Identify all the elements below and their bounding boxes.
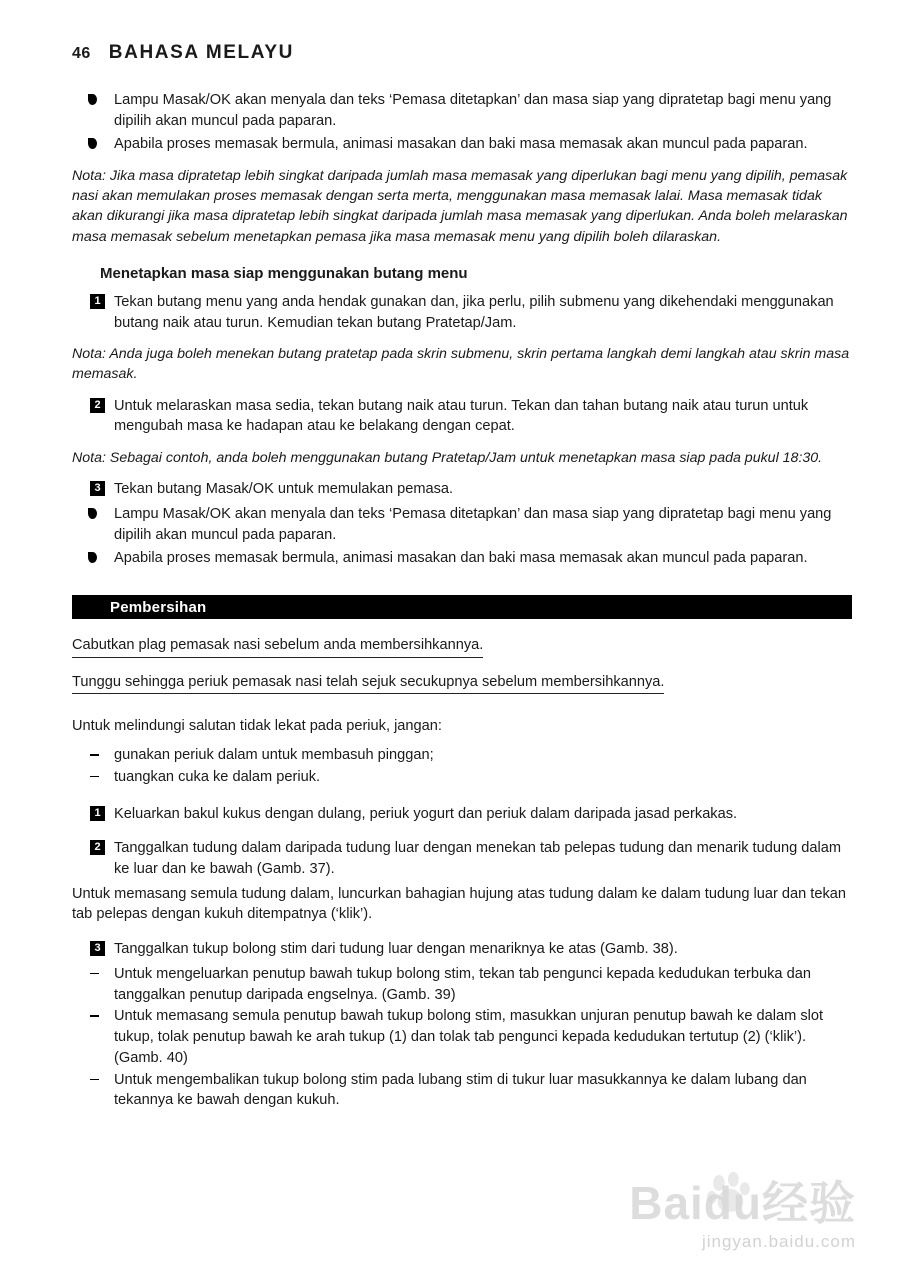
bottom-bullet-list: [72, 504, 852, 569]
list-item: [72, 504, 852, 545]
step-number-badge: 2: [90, 840, 105, 855]
cleaning-step-2-followup: Untuk memasang semula tudung dalam, luncurkan bahagian hujung atas tudung dalam ke dalam tudung luar dan tekan tab pelepas dengan kukuh ditempatnya (‘klik’).: [72, 885, 846, 923]
note-paragraph-1: Nota: Jika masa dipratetap lebih singkat daripada jumlah masa memasak yang diperlukan bagi menu yang dipilih, pemasak nasi akan memulakan proses memasak dengan serta merta, menggunakan masa memasak lalai. Masa memasak tidak akan dikurangi jika masa dipratetap lebih singkat daripada jumlah masa memasak yang diperlukan. Anda boleh melaraskan masa memasak sebelum menetapkan pemasa jika masa memasak menu yang dipilih boleh dilaraskan.: [72, 168, 848, 245]
cleaning-step-2-list: [72, 838, 852, 879]
step-item: [72, 939, 852, 960]
bullet-text: Apabila proses memasak bermula, animasi masakan dan baki masa memasak akan muncul pada paparan.: [114, 550, 808, 567]
page-header: [72, 42, 840, 64]
teardrop-bullet-icon: [88, 94, 97, 105]
list-item: [72, 964, 852, 1005]
cleaning-intro: Untuk melindungi salutan tidak lekat pada periuk, jangan:: [72, 718, 442, 735]
list-item: [72, 90, 852, 131]
list-item: [72, 767, 852, 788]
section-title: Pembersihan: [110, 598, 207, 616]
step-item: [72, 479, 852, 500]
paw-logo-icon: [706, 1170, 752, 1216]
step-text: Keluarkan bakul kukus dengan dulang, periuk yogurt dan periuk dalam daripada jasad perkakas.: [114, 805, 738, 822]
watermark-sub: jingyan.baidu.com: [701, 1232, 856, 1251]
note-paragraph-2: Nota: Anda juga boleh menekan butang pratetap pada skrin submenu, skrin pertama langkah demi langkah atau skrin masa memasak.: [72, 346, 850, 383]
teardrop-bullet-icon: [88, 138, 97, 149]
step-number-badge: 3: [90, 481, 105, 496]
step-item: [72, 292, 852, 333]
cleaning-step-3-dash-list: [72, 964, 852, 1111]
step-text: Tanggalkan tukup bolong stim dari tudung luar dengan menariknya ke atas (Gamb. 38).: [114, 941, 678, 958]
page-number: 46: [72, 45, 91, 62]
dash-bullet-icon: [90, 776, 99, 778]
numbered-steps-preset: [72, 292, 852, 333]
dash-bullet-icon: [90, 1079, 99, 1081]
step-item: [72, 396, 852, 437]
dash-text: gunakan periuk dalam untuk membasuh pinggan;: [114, 747, 434, 764]
teardrop-bullet-icon: [88, 552, 97, 563]
watermark-main: Baidu经验: [629, 1177, 856, 1229]
step-number-badge: 1: [90, 806, 105, 821]
dash-text: Untuk memasang semula penutup bawah tukup bolong stim, masukkan unjuran penutup bawah ke dalam slot tukup, tolak penutup bawah ke arah tukup (1) dan tolak tab pengunci kepada kedudukan tertutup (2) (‘klik’). (Gamb. 40): [114, 1008, 824, 1066]
dash-text: Untuk mengembalikan tukup bolong stim pada lubang stim di tukur luar masukkannya ke dalam lubang dan tekannya ke bawah dengan kukuh.: [114, 1071, 807, 1109]
note-paragraph-3: Nota: Sebagai contoh, anda boleh menggunakan butang Pratetap/Jam untuk menetapkan masa siap pada pukul 18:30.: [72, 449, 823, 466]
subheading-preset-time: Menetapkan masa siap menggunakan butang menu: [100, 264, 468, 282]
step-item: [72, 804, 852, 825]
dash-bullet-icon: [90, 973, 99, 975]
step-item: [72, 838, 852, 879]
bullet-text: Lampu Masak/OK akan menyala dan teks ‘Pemasa ditetapkan’ dan masa siap yang dipratetap bagi menu yang dipilih akan muncul pada paparan.: [114, 92, 832, 129]
dash-bullet-icon: [90, 1015, 99, 1017]
warning-line-2-wrap: [62, 672, 840, 709]
warning-line-2: Tunggu sehingga periuk pemasak nasi telah sejuk secukupnya sebelum membersihkannya.: [72, 672, 664, 695]
teardrop-bullet-icon: [88, 508, 97, 519]
page-body: [72, 90, 852, 569]
step-text: Tanggalkan tudung dalam daripada tudung luar dengan menekan tab pelepas tudung dan menarik tudung dalam ke luar dan ke bawah (Gamb. 37).: [114, 840, 841, 878]
dash-bullet-icon: [90, 754, 99, 756]
cleaning-step-3-list: [72, 939, 852, 960]
step-text: Tekan butang Masak/OK untuk memulakan pemasa.: [114, 481, 454, 498]
section-banner-pembersihan: [72, 595, 852, 619]
warning-line-1-wrap: [62, 635, 840, 672]
step-text: Untuk melaraskan masa sedia, tekan butang naik atau turun. Tekan dan tahan butang naik atau turun untuk mengubah masa ke hadapan atau ke belakang dengan cepat.: [114, 397, 809, 435]
list-item: [72, 745, 852, 766]
step-number-badge: 2: [90, 398, 105, 413]
step-text: Tekan butang menu yang anda hendak gunakan dan, jika perlu, pilih submenu yang dikehendaki menggunakan butang naik atau turun. Kemudian tekan butang Pratetap/Jam.: [114, 293, 834, 331]
list-item: [72, 1070, 852, 1111]
list-item: [72, 1006, 852, 1068]
bullet-text: Lampu Masak/OK akan menyala dan teks ‘Pemasa ditetapkan’ dan masa siap yang dipratetap bagi menu yang dipilih akan muncul pada paparan.: [114, 505, 832, 543]
list-item: [72, 134, 852, 155]
list-item: [72, 548, 852, 569]
dash-text: Untuk mengeluarkan penutup bawah tukup bolong stim, tekan tab pengunci kepada kedudukan terbuka dan tanggalkan penutup daripada engselnya. (Gamb. 39): [114, 965, 811, 1003]
dash-text: tuangkan cuka ke dalam periuk.: [114, 768, 321, 785]
numbered-steps-start: [72, 479, 852, 500]
top-bullet-list: [72, 90, 852, 155]
cleaning-step-1-list: [72, 804, 852, 825]
bullet-text: Apabila proses memasak bermula, animasi masakan dan baki masa memasak akan muncul pada paparan.: [114, 136, 808, 153]
step-number-badge: 1: [90, 294, 105, 309]
page-title: BAHASA MELAYU: [108, 42, 294, 63]
step-number-badge: 3: [90, 941, 105, 956]
numbered-steps-adjust: [72, 396, 852, 437]
dont-list: [72, 745, 852, 787]
cleaning-body: [72, 716, 852, 1111]
warning-line-1: Cabutkan plag pemasak nasi sebelum anda membersihkannya.: [72, 635, 483, 658]
